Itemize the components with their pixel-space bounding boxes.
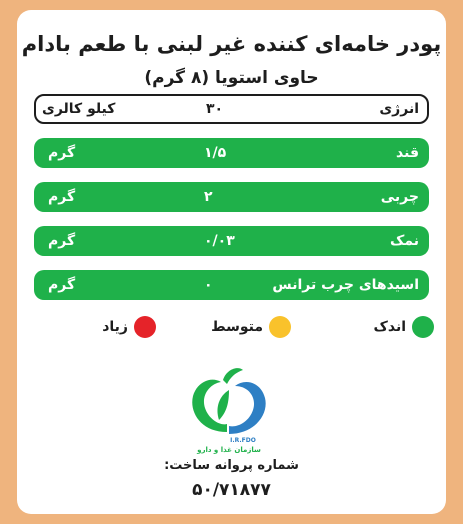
row-sugar-unit: گرم	[48, 145, 76, 161]
yellow-dot-icon	[269, 316, 291, 338]
row-energy-unit: کیلو کالری	[42, 101, 116, 117]
row-trans-fat-name: اسیدهای چرب ترانس	[272, 277, 419, 293]
row-salt-value: ۰/۰۳	[204, 233, 235, 249]
product-title: پودر خامه‌ای کننده غیر لبنی با طعم بادام	[21, 32, 442, 56]
permit-label: شماره پروانه ساخت:	[164, 458, 299, 473]
permit-number: ۵۰/۷۱۸۷۷	[192, 480, 271, 500]
row-energy-value: ۳۰	[206, 101, 224, 117]
row-salt-name: نمک	[390, 233, 419, 249]
product-subtitle: حاوی استویا (۸ گرم)	[144, 68, 319, 88]
row-fat-name: چربی	[380, 189, 419, 205]
row-salt	[34, 226, 429, 256]
nutrition-label-card	[17, 10, 446, 514]
legend-low-label: اندک	[373, 319, 406, 335]
logo-org: سازمان غذا و دارو	[197, 446, 261, 454]
row-fat-unit: گرم	[48, 189, 76, 205]
row-trans-fat	[34, 270, 429, 300]
row-sugar-value: ۱/۵	[204, 145, 227, 161]
red-dot-icon	[134, 316, 156, 338]
row-sugar	[34, 138, 429, 168]
green-dot-icon	[412, 316, 434, 338]
legend-low	[374, 314, 434, 340]
legend-medium	[211, 314, 291, 340]
legend-medium-label: متوسط	[211, 319, 263, 335]
row-sugar-name: قند	[396, 145, 419, 161]
irfdo-logo-icon	[179, 362, 279, 454]
row-fat	[34, 182, 429, 212]
row-salt-unit: گرم	[48, 233, 76, 249]
row-energy-name: انرژی	[379, 101, 419, 117]
logo-abbr: I.R.FDO	[230, 437, 256, 444]
row-energy	[34, 94, 429, 124]
row-trans-fat-unit: گرم	[48, 277, 76, 293]
row-trans-fat-value: ۰	[204, 277, 213, 293]
legend-high	[102, 314, 156, 340]
legend-high-label: زیاد	[102, 319, 128, 335]
row-fat-value: ۲	[204, 189, 213, 205]
